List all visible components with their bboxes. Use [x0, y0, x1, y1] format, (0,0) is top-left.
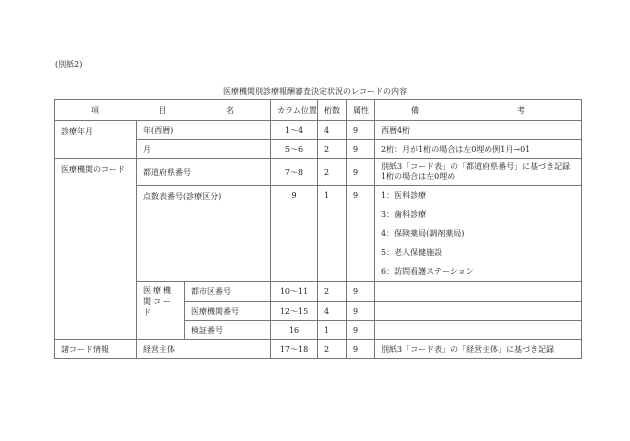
digits: 2 — [318, 140, 347, 159]
header-column-position: カラム位置 — [271, 100, 318, 121]
item-name: 年(西暦) — [137, 121, 271, 140]
item-name: 都道府県番号 — [137, 159, 271, 186]
digits: 4 — [318, 121, 347, 140]
header-item-name — [55, 100, 271, 121]
column-position: 1～4 — [271, 121, 318, 140]
item-name: 経営主体 — [137, 340, 271, 359]
remarks — [375, 321, 582, 340]
column-position: 16 — [271, 321, 318, 340]
column-position: 7～8 — [271, 159, 318, 186]
header-attribute: 属性 — [347, 100, 375, 121]
group-cell: 診療年月 — [55, 121, 137, 159]
attribute: 9 — [347, 282, 375, 302]
header-text: 考 — [517, 105, 526, 115]
attribute: 9 — [347, 186, 375, 282]
table-row — [55, 340, 582, 359]
remarks-line: 6：訪問看護ステーション — [381, 267, 474, 276]
digits: 2 — [318, 282, 347, 302]
item-name: 検証番号 — [185, 321, 271, 340]
header-text: 項 — [91, 105, 99, 115]
remarks: 別紙3「コード表」の「経営主体」に基づき記録 — [375, 340, 582, 359]
attribute: 9 — [347, 321, 375, 340]
remarks: 西暦4桁 — [375, 121, 582, 140]
record-table — [54, 99, 582, 359]
header-text: 備 — [411, 105, 420, 115]
item-name: 医療機関番号 — [185, 302, 271, 321]
column-position: 17～18 — [271, 340, 318, 359]
remarks-line: 1：医科診療 — [381, 191, 427, 200]
subgroup-cell: 医療機関コード — [137, 282, 185, 340]
remarks — [375, 282, 582, 302]
group-cell: 医療機関のコード — [55, 159, 137, 340]
remarks — [375, 159, 582, 186]
digits: 2 — [318, 340, 347, 359]
attribute: 9 — [347, 340, 375, 359]
attribute: 9 — [347, 121, 375, 140]
item-name: 点数表番号(診療区分) — [137, 186, 271, 282]
item-name: 月 — [137, 140, 271, 159]
header-remarks — [375, 100, 582, 121]
document-title: 医療機関別診療報酬審査決定状況のレコードの内容 — [223, 87, 407, 96]
annex-label: (別紙2) — [55, 60, 83, 69]
remarks-line: 3：歯科診療 — [381, 210, 427, 219]
attribute: 9 — [347, 159, 375, 186]
item-name: 都市区番号 — [185, 282, 271, 302]
remarks: 2桁：月が1桁の場合は左0埋め例1月→01 — [375, 140, 582, 159]
header-row — [55, 100, 582, 121]
header-text: 目 — [158, 105, 167, 115]
remarks-line: 別紙3「コード表」の「都道府県番号」に基づき記録 — [381, 162, 571, 171]
column-position: 9 — [271, 186, 318, 282]
remarks — [375, 302, 582, 321]
remarks — [375, 186, 582, 282]
column-position: 5～6 — [271, 140, 318, 159]
remarks-line: 5：老人保健施設 — [381, 248, 443, 257]
digits: 1 — [318, 186, 347, 282]
column-position: 10～11 — [271, 282, 318, 302]
header-digits: 桁数 — [318, 100, 347, 121]
attribute: 9 — [347, 140, 375, 159]
digits: 2 — [318, 159, 347, 186]
digits: 1 — [318, 321, 347, 340]
column-position: 12～15 — [271, 302, 318, 321]
table-row — [55, 159, 582, 186]
digits: 4 — [318, 302, 347, 321]
remarks-line: 4：保険薬局(調剤薬局) — [381, 229, 465, 238]
group-cell: 諸コード情報 — [55, 340, 137, 359]
header-text: 名 — [226, 105, 234, 115]
table-row — [55, 121, 582, 140]
remarks-line: 1桁の場合は左0埋め — [381, 172, 456, 181]
attribute: 9 — [347, 302, 375, 321]
